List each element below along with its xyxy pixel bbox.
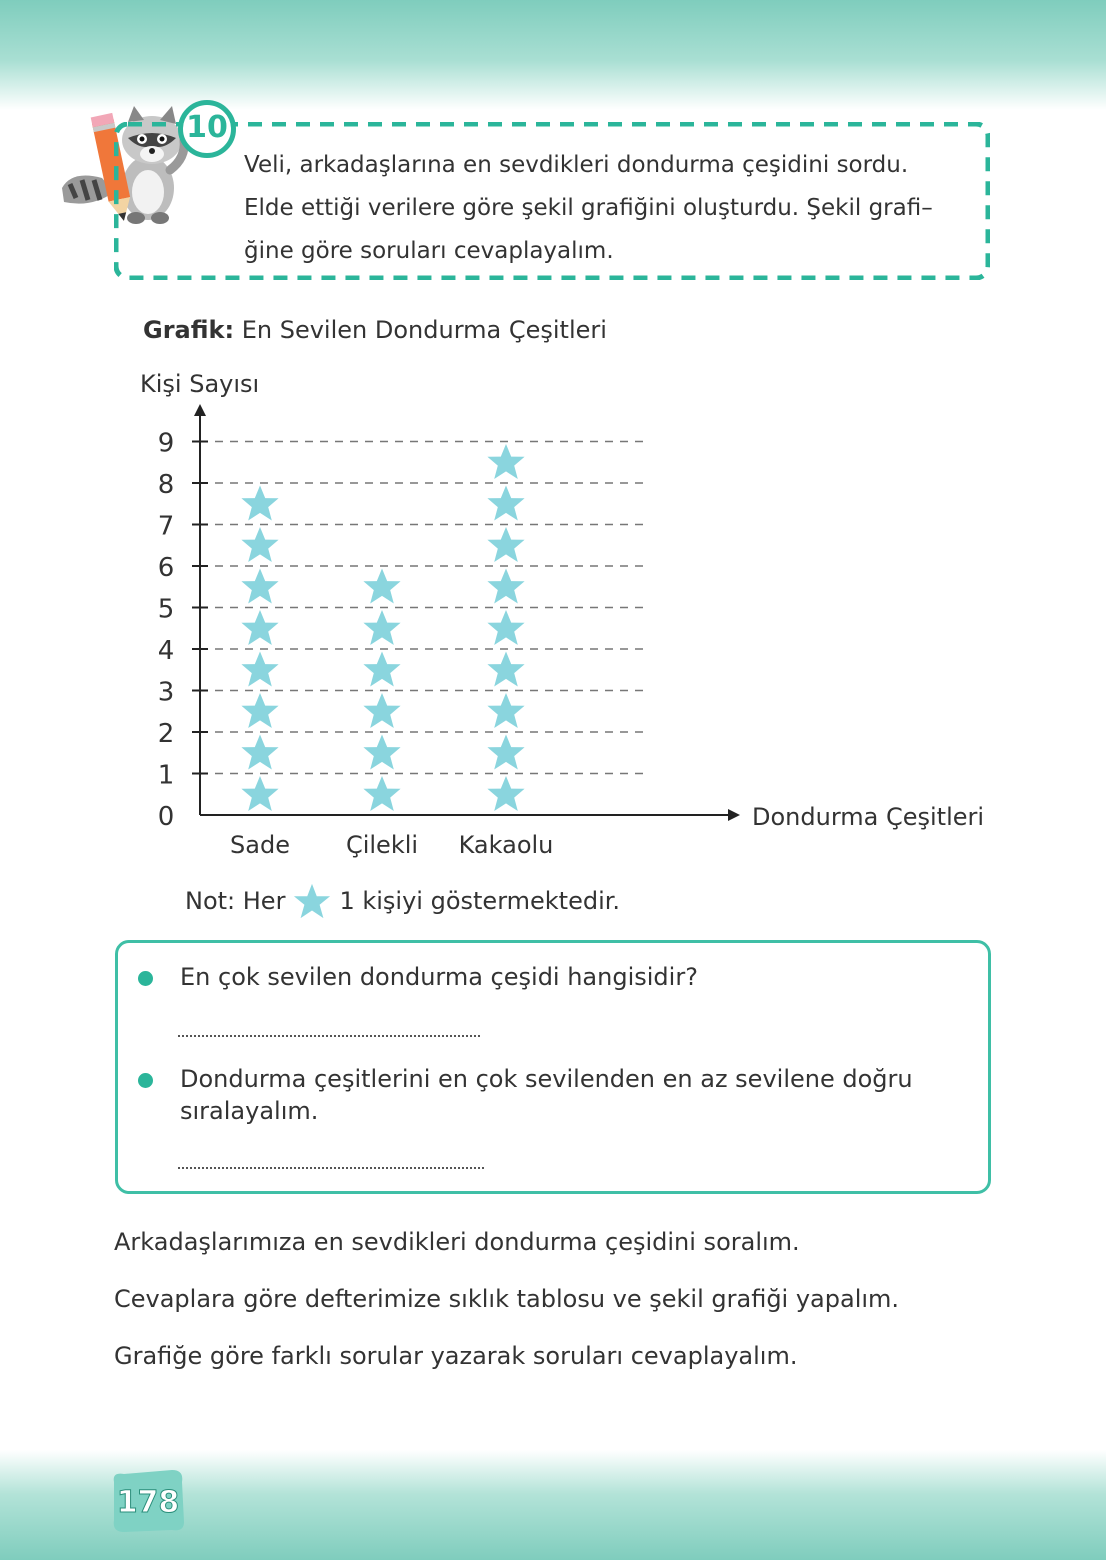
- star-mark: [241, 527, 278, 562]
- star-mark: [487, 735, 524, 770]
- y-tick-label: 8: [157, 470, 175, 500]
- star-mark: [363, 569, 400, 604]
- star-mark: [363, 735, 400, 770]
- intro-box: [114, 122, 990, 280]
- paragraph: Arkadaşlarımıza en sevdikleri dondurma çeşidini soralım.: [114, 1228, 800, 1256]
- x-category-label: Çilekli: [345, 831, 419, 859]
- paragraph: Grafiğe göre farklı sorular yazarak soruları cevaplayalım.: [114, 1342, 798, 1370]
- star-icon: [293, 882, 331, 920]
- star-mark: [363, 610, 400, 645]
- star-mark: [487, 486, 524, 521]
- page-number-badge: [108, 1468, 188, 1534]
- intro-line: ğine göre soruları cevaplayalım.: [244, 238, 614, 264]
- y-axis-label: Kişi Sayısı: [140, 370, 260, 398]
- x-category-label: Sade: [230, 831, 290, 859]
- intro-text: [244, 144, 974, 273]
- note-suffix: 1 kişiyi göstermektedir.: [339, 887, 621, 915]
- x-axis-arrow-icon: [728, 809, 740, 821]
- star-mark: [487, 652, 524, 687]
- bullet-icon: [138, 971, 153, 986]
- question-number-badge: 10: [178, 100, 236, 158]
- star-mark: [241, 610, 278, 645]
- y-axis-arrow-icon: [194, 404, 206, 416]
- star-mark: [241, 569, 278, 604]
- star-mark: [241, 735, 278, 770]
- star-mark: [487, 569, 524, 604]
- y-tick-label: 0: [157, 802, 175, 832]
- star-mark: [241, 486, 278, 521]
- y-tick-label: 6: [157, 553, 175, 583]
- x-category-label: Kakaolu: [458, 831, 554, 859]
- question-item: [138, 1063, 940, 1127]
- star-mark: [241, 652, 278, 687]
- questions-box: [115, 940, 991, 1194]
- star-mark: [487, 610, 524, 645]
- y-tick-label: 7: [157, 511, 175, 542]
- legend-note: [185, 882, 620, 920]
- star-mark: [487, 527, 524, 562]
- question-item: [138, 961, 940, 993]
- note-prefix: Not: Her: [185, 887, 286, 915]
- y-tick-label: 3: [157, 677, 175, 708]
- paragraph: Cevaplara göre defterimize sıklık tablosu ve şekil grafiği yapalım.: [114, 1285, 900, 1313]
- question-text: Dondurma çeşitlerini en çok sevilenden en az sevilene doğru sıralayalım.: [180, 1065, 913, 1125]
- pictograph-chart: [100, 360, 1000, 870]
- chart-title-text: En Sevilen Dondurma Çeşitleri: [241, 316, 607, 344]
- page-number: 178: [116, 1485, 180, 1520]
- top-band: [0, 0, 1106, 110]
- answer-line[interactable]: [178, 1167, 484, 1169]
- answer-line[interactable]: [178, 1035, 480, 1037]
- y-tick-label: 1: [157, 760, 175, 791]
- star-mark: [363, 693, 400, 728]
- y-tick-label: 2: [157, 719, 175, 749]
- chart-title-prefix: Grafik:: [143, 316, 235, 344]
- star-mark: [487, 693, 524, 728]
- x-axis-label: Dondurma Çeşitleri: [752, 803, 985, 831]
- intro-line: Veli, arkadaşlarına en sevdikleri dondurma çeşidini sordu.: [244, 152, 909, 178]
- bullet-icon: [138, 1073, 153, 1088]
- y-tick-label: 9: [157, 428, 175, 459]
- y-tick-label: 4: [157, 636, 175, 666]
- intro-line: Elde ettiği verilere göre şekil grafiğini oluşturdu. Şekil grafi–: [244, 195, 933, 221]
- star-mark: [363, 776, 400, 811]
- y-tick-label: 5: [157, 594, 175, 625]
- star-mark: [241, 693, 278, 728]
- chart-title: [143, 316, 607, 344]
- star-mark: [487, 776, 524, 811]
- star-mark: [363, 652, 400, 687]
- star-mark: [487, 444, 524, 479]
- question-text: En çok sevilen dondurma çeşidi hangisidir?: [180, 963, 698, 991]
- star-mark: [241, 776, 278, 811]
